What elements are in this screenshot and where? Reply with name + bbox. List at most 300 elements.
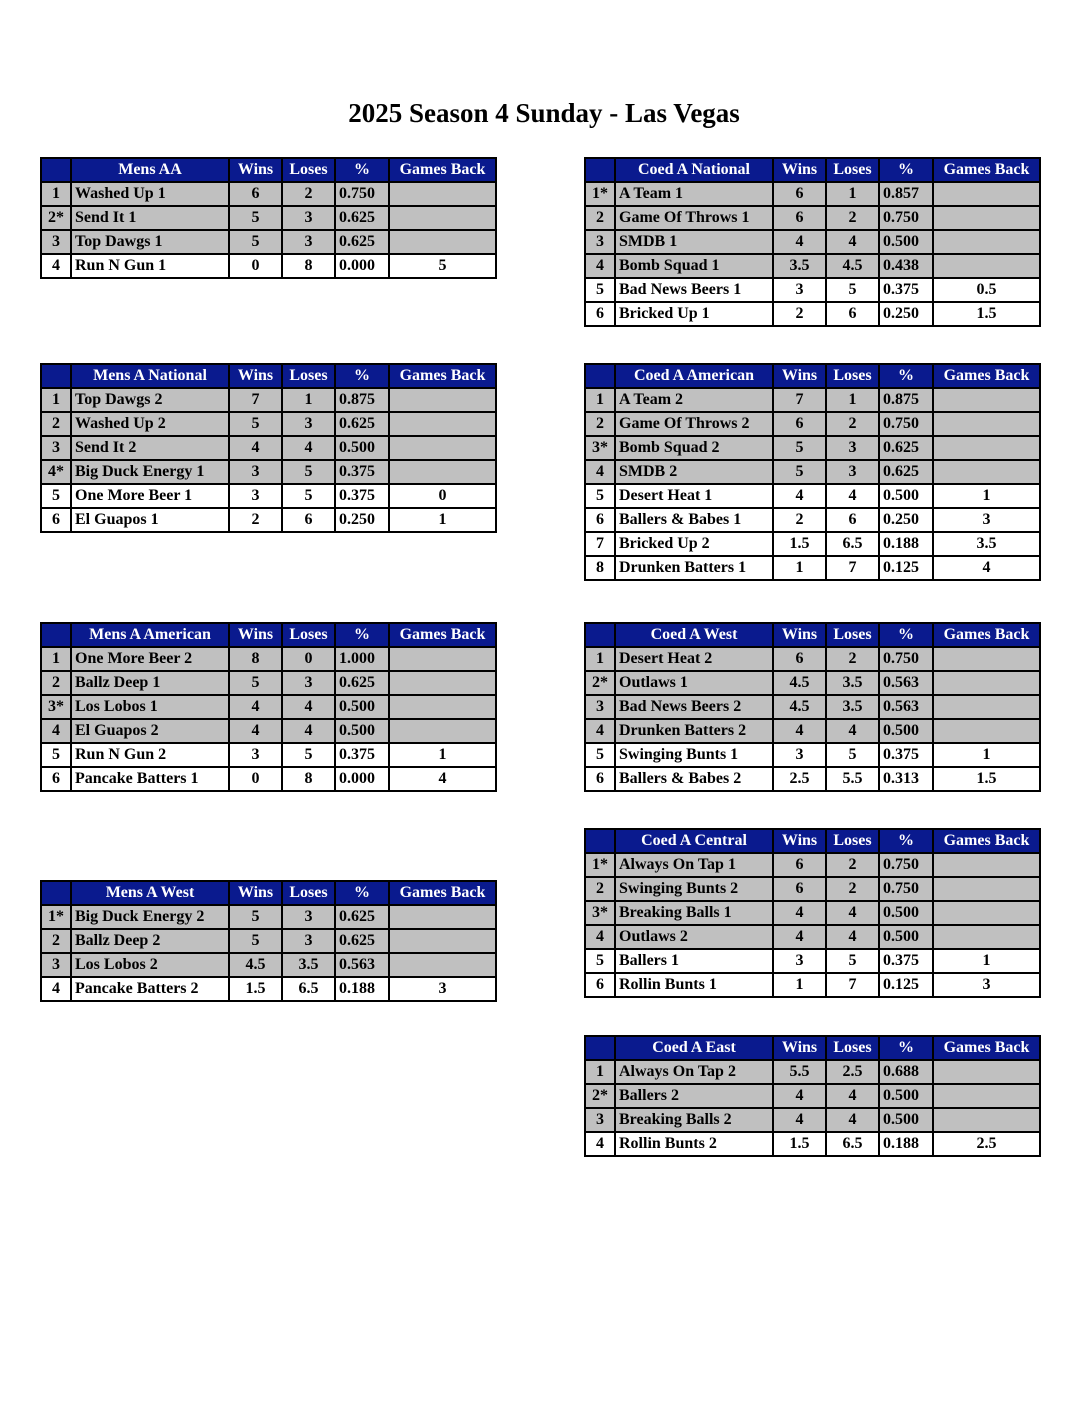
header-pct: % — [879, 364, 933, 388]
pct-cell: 0.625 — [879, 460, 933, 484]
games-back-cell — [933, 877, 1040, 901]
rank-cell: 4 — [41, 977, 71, 1001]
rank-cell: 1* — [585, 853, 615, 877]
rank-cell: 5 — [585, 484, 615, 508]
games-back-cell — [389, 671, 496, 695]
header-games-back: Games Back — [933, 623, 1040, 647]
wins-cell: 5 — [773, 460, 826, 484]
loses-cell: 4 — [826, 925, 879, 949]
rank-cell: 3 — [41, 436, 71, 460]
header-games-back: Games Back — [389, 364, 496, 388]
standings-table-mens-aa — [40, 157, 497, 279]
loses-cell: 2 — [282, 182, 335, 206]
wins-cell: 4 — [773, 719, 826, 743]
header-row — [41, 364, 496, 388]
header-wins: Wins — [229, 364, 282, 388]
table-row — [585, 1060, 1040, 1084]
rank-cell: 5 — [585, 278, 615, 302]
table-row — [41, 767, 496, 791]
team-name-cell: Pancake Batters 2 — [71, 977, 229, 1001]
rank-cell: 8 — [585, 556, 615, 580]
rank-cell: 6 — [585, 302, 615, 326]
wins-cell: 5 — [773, 436, 826, 460]
loses-cell: 1 — [282, 388, 335, 412]
wins-cell: 7 — [229, 388, 282, 412]
games-back-cell — [389, 647, 496, 671]
table-row — [41, 695, 496, 719]
rank-cell: 5 — [585, 949, 615, 973]
rank-cell: 1 — [585, 647, 615, 671]
games-back-cell — [933, 1084, 1040, 1108]
loses-cell: 6 — [826, 302, 879, 326]
division-name: Coed A East — [615, 1036, 773, 1060]
team-name-cell: Rollin Bunts 2 — [615, 1132, 773, 1156]
team-name-cell: Bad News Beers 2 — [615, 695, 773, 719]
wins-cell: 6 — [773, 877, 826, 901]
team-name-cell: Washed Up 2 — [71, 412, 229, 436]
header-wins: Wins — [229, 881, 282, 905]
games-back-cell: 0.5 — [933, 278, 1040, 302]
loses-cell: 5 — [826, 743, 879, 767]
header-rank — [41, 623, 71, 647]
wins-cell: 1 — [773, 556, 826, 580]
rank-cell: 4 — [585, 254, 615, 278]
games-back-cell — [933, 436, 1040, 460]
table-row — [41, 647, 496, 671]
team-name-cell: El Guapos 1 — [71, 508, 229, 532]
team-name-cell: Rollin Bunts 1 — [615, 973, 773, 997]
header-rank — [585, 623, 615, 647]
wins-cell: 1 — [773, 973, 826, 997]
table-row — [585, 719, 1040, 743]
rank-cell: 2 — [41, 412, 71, 436]
wins-cell: 3 — [229, 484, 282, 508]
team-name-cell: Ballers & Babes 2 — [615, 767, 773, 791]
header-pct: % — [335, 881, 389, 905]
header-games-back: Games Back — [389, 881, 496, 905]
games-back-cell — [933, 901, 1040, 925]
loses-cell: 2 — [826, 877, 879, 901]
pct-cell: 0.438 — [879, 254, 933, 278]
table-row — [41, 977, 496, 1001]
rank-cell: 4 — [41, 719, 71, 743]
table-row — [585, 182, 1040, 206]
header-loses: Loses — [826, 158, 879, 182]
team-name-cell: Ballers & Babes 1 — [615, 508, 773, 532]
header-row — [41, 623, 496, 647]
team-name-cell: Swinging Bunts 1 — [615, 743, 773, 767]
team-name-cell: Run N Gun 2 — [71, 743, 229, 767]
games-back-cell — [933, 182, 1040, 206]
loses-cell: 1 — [826, 182, 879, 206]
loses-cell: 2 — [826, 412, 879, 436]
wins-cell: 4 — [773, 230, 826, 254]
wins-cell: 2 — [773, 302, 826, 326]
table-row — [41, 436, 496, 460]
wins-cell: 6 — [773, 647, 826, 671]
team-name-cell: Washed Up 1 — [71, 182, 229, 206]
table-row — [585, 877, 1040, 901]
games-back-cell — [933, 412, 1040, 436]
wins-cell: 4.5 — [773, 671, 826, 695]
pct-cell: 0.500 — [879, 1108, 933, 1132]
pct-cell: 0.625 — [335, 206, 389, 230]
pct-cell: 0.125 — [879, 556, 933, 580]
header-games-back: Games Back — [389, 158, 496, 182]
table-row — [585, 508, 1040, 532]
wins-cell: 5 — [229, 929, 282, 953]
team-name-cell: Pancake Batters 1 — [71, 767, 229, 791]
pct-cell: 0.625 — [335, 671, 389, 695]
rank-cell: 1 — [41, 647, 71, 671]
rank-cell: 4 — [585, 460, 615, 484]
header-wins: Wins — [229, 158, 282, 182]
table-row — [41, 953, 496, 977]
pct-cell: 0.000 — [335, 254, 389, 278]
table-row — [41, 182, 496, 206]
loses-cell: 5 — [282, 460, 335, 484]
loses-cell: 3 — [282, 905, 335, 929]
header-rank — [41, 364, 71, 388]
header-pct: % — [335, 364, 389, 388]
pct-cell: 0.625 — [335, 905, 389, 929]
rank-cell: 5 — [41, 484, 71, 508]
games-back-cell: 0 — [389, 484, 496, 508]
rank-cell: 6 — [41, 508, 71, 532]
wins-cell: 3.5 — [773, 254, 826, 278]
wins-cell: 3 — [773, 949, 826, 973]
table-row — [41, 254, 496, 278]
team-name-cell: SMDB 2 — [615, 460, 773, 484]
header-pct: % — [879, 829, 933, 853]
games-back-cell — [389, 412, 496, 436]
rank-cell: 3 — [585, 1108, 615, 1132]
team-name-cell: Bomb Squad 2 — [615, 436, 773, 460]
pct-cell: 0.688 — [879, 1060, 933, 1084]
wins-cell: 1.5 — [773, 1132, 826, 1156]
team-name-cell: Game Of Throws 2 — [615, 412, 773, 436]
table-row — [585, 460, 1040, 484]
loses-cell: 4 — [282, 695, 335, 719]
header-row — [585, 829, 1040, 853]
pct-cell: 0.375 — [335, 484, 389, 508]
header-loses: Loses — [282, 158, 335, 182]
games-back-cell — [933, 853, 1040, 877]
games-back-cell: 3 — [389, 977, 496, 1001]
pct-cell: 0.500 — [879, 230, 933, 254]
loses-cell: 3 — [282, 412, 335, 436]
header-games-back: Games Back — [933, 158, 1040, 182]
table-row — [41, 206, 496, 230]
header-rank — [585, 829, 615, 853]
rank-cell: 6 — [585, 973, 615, 997]
division-name: Mens AA — [71, 158, 229, 182]
loses-cell: 3.5 — [826, 695, 879, 719]
games-back-cell — [389, 460, 496, 484]
games-back-cell — [933, 388, 1040, 412]
table-row — [41, 460, 496, 484]
team-name-cell: Breaking Balls 2 — [615, 1108, 773, 1132]
table-row — [41, 412, 496, 436]
wins-cell: 3 — [773, 743, 826, 767]
games-back-cell — [389, 905, 496, 929]
header-rank — [41, 881, 71, 905]
pct-cell: 0.563 — [335, 953, 389, 977]
wins-cell: 5 — [229, 206, 282, 230]
loses-cell: 2 — [826, 853, 879, 877]
header-row — [585, 158, 1040, 182]
loses-cell: 8 — [282, 254, 335, 278]
table-row — [41, 905, 496, 929]
games-back-cell: 1 — [933, 949, 1040, 973]
team-name-cell: Bricked Up 2 — [615, 532, 773, 556]
wins-cell: 4.5 — [229, 953, 282, 977]
wins-cell: 5 — [229, 412, 282, 436]
table-row — [585, 254, 1040, 278]
loses-cell: 4 — [826, 1084, 879, 1108]
loses-cell: 2 — [826, 206, 879, 230]
games-back-cell: 1.5 — [933, 767, 1040, 791]
table-row — [585, 556, 1040, 580]
rank-cell: 2 — [41, 671, 71, 695]
games-back-cell: 1.5 — [933, 302, 1040, 326]
games-back-cell: 1 — [933, 484, 1040, 508]
games-back-cell — [389, 206, 496, 230]
rank-cell: 3 — [41, 230, 71, 254]
rank-cell: 3* — [585, 901, 615, 925]
wins-cell: 8 — [229, 647, 282, 671]
team-name-cell: Run N Gun 1 — [71, 254, 229, 278]
loses-cell: 4 — [282, 719, 335, 743]
rank-cell: 6 — [585, 767, 615, 791]
games-back-cell — [389, 182, 496, 206]
wins-cell: 2 — [229, 508, 282, 532]
rank-cell: 5 — [41, 743, 71, 767]
pct-cell: 0.375 — [335, 460, 389, 484]
wins-cell: 4 — [773, 1084, 826, 1108]
games-back-cell — [933, 719, 1040, 743]
pct-cell: 0.857 — [879, 182, 933, 206]
team-name-cell: Los Lobos 2 — [71, 953, 229, 977]
team-name-cell: Bad News Beers 1 — [615, 278, 773, 302]
division-name: Mens A American — [71, 623, 229, 647]
team-name-cell: Desert Heat 2 — [615, 647, 773, 671]
team-name-cell: Outlaws 2 — [615, 925, 773, 949]
table-row — [585, 743, 1040, 767]
games-back-cell: 4 — [933, 556, 1040, 580]
header-loses: Loses — [826, 623, 879, 647]
table-row — [585, 388, 1040, 412]
header-pct: % — [335, 623, 389, 647]
pct-cell: 0.750 — [879, 877, 933, 901]
wins-cell: 0 — [229, 254, 282, 278]
pct-cell: 0.563 — [879, 695, 933, 719]
games-back-cell — [933, 254, 1040, 278]
header-pct: % — [335, 158, 389, 182]
header-row — [585, 364, 1040, 388]
loses-cell: 3 — [282, 206, 335, 230]
header-wins: Wins — [773, 1036, 826, 1060]
pct-cell: 0.750 — [335, 182, 389, 206]
loses-cell: 4 — [826, 719, 879, 743]
loses-cell: 3 — [282, 230, 335, 254]
team-name-cell: Always On Tap 1 — [615, 853, 773, 877]
rank-cell: 2 — [585, 877, 615, 901]
header-pct: % — [879, 1036, 933, 1060]
pct-cell: 0.500 — [879, 1084, 933, 1108]
header-row — [41, 881, 496, 905]
division-name: Mens A West — [71, 881, 229, 905]
pct-cell: 0.750 — [879, 647, 933, 671]
wins-cell: 6 — [773, 853, 826, 877]
rank-cell: 3* — [41, 695, 71, 719]
loses-cell: 6.5 — [826, 1132, 879, 1156]
wins-cell: 1.5 — [229, 977, 282, 1001]
loses-cell: 5.5 — [826, 767, 879, 791]
loses-cell: 5 — [282, 484, 335, 508]
header-wins: Wins — [773, 158, 826, 182]
table-row — [585, 412, 1040, 436]
pct-cell: 0.625 — [335, 230, 389, 254]
team-name-cell: Top Dawgs 2 — [71, 388, 229, 412]
games-back-cell — [933, 460, 1040, 484]
games-back-cell: 3.5 — [933, 532, 1040, 556]
table-row — [585, 1132, 1040, 1156]
team-name-cell: Outlaws 1 — [615, 671, 773, 695]
games-back-cell: 5 — [389, 254, 496, 278]
header-loses: Loses — [826, 364, 879, 388]
division-name: Coed A American — [615, 364, 773, 388]
header-row — [41, 158, 496, 182]
header-games-back: Games Back — [389, 623, 496, 647]
page-title: 2025 Season 4 Sunday - Las Vegas — [348, 98, 740, 128]
games-back-cell — [389, 929, 496, 953]
wins-cell: 2 — [773, 508, 826, 532]
pct-cell: 0.500 — [335, 695, 389, 719]
wins-cell: 4 — [773, 484, 826, 508]
division-name: Coed A Central — [615, 829, 773, 853]
loses-cell: 4 — [826, 901, 879, 925]
table-row — [585, 695, 1040, 719]
wins-cell: 5 — [229, 671, 282, 695]
games-back-cell — [389, 230, 496, 254]
loses-cell: 3.5 — [826, 671, 879, 695]
rank-cell: 4 — [585, 719, 615, 743]
wins-cell: 4 — [229, 695, 282, 719]
header-row — [585, 623, 1040, 647]
standings-table-coed-a-national — [584, 157, 1041, 327]
table-row — [41, 230, 496, 254]
games-back-cell — [933, 695, 1040, 719]
rank-cell: 2* — [585, 1084, 615, 1108]
table-row — [41, 719, 496, 743]
games-back-cell — [389, 388, 496, 412]
rank-cell: 3 — [585, 695, 615, 719]
rank-cell: 2* — [41, 206, 71, 230]
wins-cell: 0 — [229, 767, 282, 791]
loses-cell: 3 — [826, 436, 879, 460]
loses-cell: 2 — [826, 647, 879, 671]
table-row — [585, 647, 1040, 671]
header-loses: Loses — [826, 829, 879, 853]
header-pct: % — [879, 623, 933, 647]
rank-cell: 2 — [585, 412, 615, 436]
header-wins: Wins — [773, 829, 826, 853]
wins-cell: 5 — [229, 230, 282, 254]
table-row — [41, 671, 496, 695]
games-back-cell — [389, 695, 496, 719]
loses-cell: 6 — [826, 508, 879, 532]
wins-cell: 6 — [773, 182, 826, 206]
team-name-cell: Always On Tap 2 — [615, 1060, 773, 1084]
rank-cell: 2 — [585, 206, 615, 230]
pct-cell: 0.375 — [879, 949, 933, 973]
table-row — [41, 929, 496, 953]
table-row — [585, 230, 1040, 254]
team-name-cell: A Team 2 — [615, 388, 773, 412]
pct-cell: 0.625 — [879, 436, 933, 460]
loses-cell: 0 — [282, 647, 335, 671]
loses-cell: 4 — [826, 484, 879, 508]
rank-cell: 1* — [585, 182, 615, 206]
header-rank — [585, 364, 615, 388]
games-back-cell — [933, 230, 1040, 254]
table-row — [585, 901, 1040, 925]
rank-cell: 1 — [585, 388, 615, 412]
wins-cell: 3 — [229, 743, 282, 767]
pct-cell: 0.188 — [879, 1132, 933, 1156]
team-name-cell: Ballers 2 — [615, 1084, 773, 1108]
rank-cell: 4* — [41, 460, 71, 484]
wins-cell: 2.5 — [773, 767, 826, 791]
pct-cell: 0.500 — [335, 719, 389, 743]
pct-cell: 0.875 — [879, 388, 933, 412]
table-row — [585, 1084, 1040, 1108]
rank-cell: 4 — [41, 254, 71, 278]
games-back-cell — [933, 206, 1040, 230]
pct-cell: 0.750 — [879, 412, 933, 436]
games-back-cell — [389, 719, 496, 743]
wins-cell: 3 — [229, 460, 282, 484]
header-loses: Loses — [282, 881, 335, 905]
wins-cell: 1.5 — [773, 532, 826, 556]
team-name-cell: Ballz Deep 2 — [71, 929, 229, 953]
games-back-cell: 4 — [389, 767, 496, 791]
table-row — [585, 671, 1040, 695]
wins-cell: 5 — [229, 905, 282, 929]
table-row — [585, 925, 1040, 949]
pct-cell: 0.563 — [879, 671, 933, 695]
team-name-cell: Drunken Batters 2 — [615, 719, 773, 743]
team-name-cell: Ballers 1 — [615, 949, 773, 973]
pct-cell: 0.250 — [879, 302, 933, 326]
wins-cell: 4 — [773, 901, 826, 925]
table-row — [585, 302, 1040, 326]
header-loses: Loses — [282, 364, 335, 388]
games-back-cell — [933, 1060, 1040, 1084]
standings-table-coed-a-central — [584, 828, 1041, 998]
table-row — [585, 973, 1040, 997]
wins-cell: 4.5 — [773, 695, 826, 719]
loses-cell: 3 — [826, 460, 879, 484]
pct-cell: 0.875 — [335, 388, 389, 412]
header-wins: Wins — [229, 623, 282, 647]
team-name-cell: Los Lobos 1 — [71, 695, 229, 719]
team-name-cell: Swinging Bunts 2 — [615, 877, 773, 901]
pct-cell: 0.500 — [879, 719, 933, 743]
wins-cell: 7 — [773, 388, 826, 412]
table-row — [585, 206, 1040, 230]
